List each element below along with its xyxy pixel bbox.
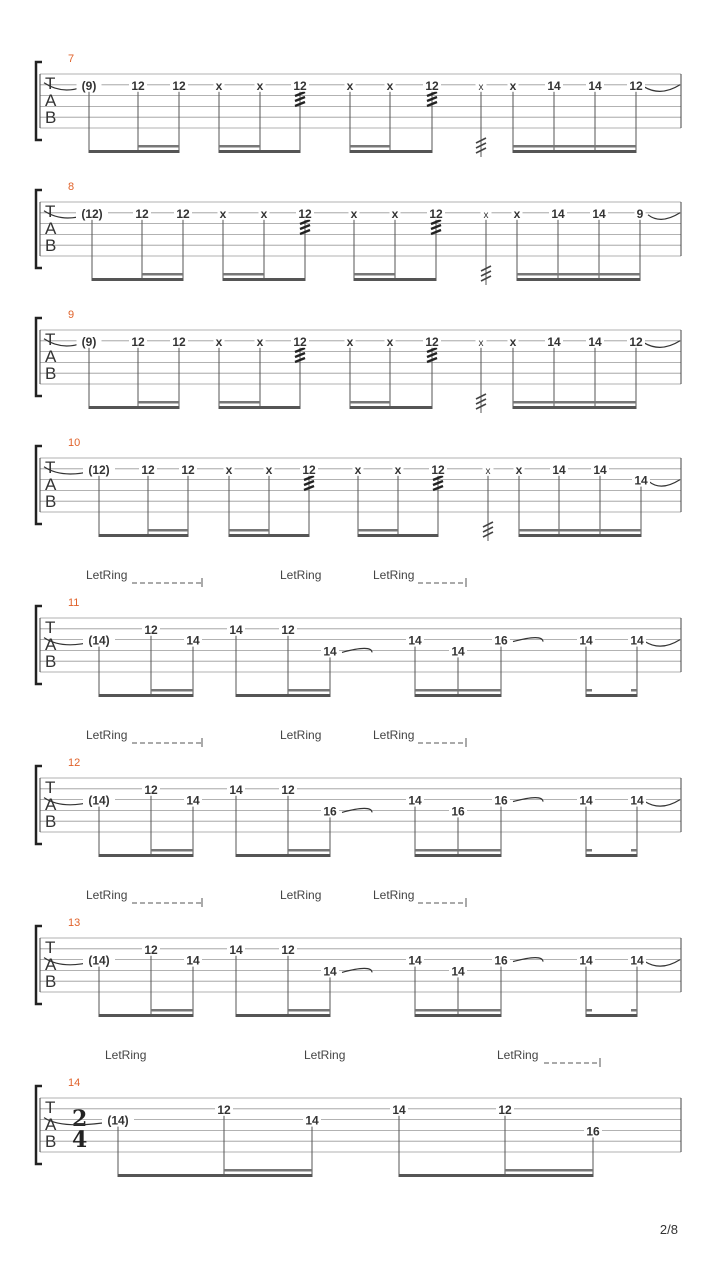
letring-label: LetRing <box>105 1048 147 1062</box>
fret-number: x <box>483 209 489 221</box>
fret-number: x <box>478 81 484 93</box>
fret-number: 12 <box>144 622 158 637</box>
beam-secondary <box>148 529 188 532</box>
beam <box>513 406 636 409</box>
fret-number: x <box>350 206 358 221</box>
fret-number: 14 <box>551 206 565 221</box>
tie-out <box>648 213 680 220</box>
beam <box>354 278 436 281</box>
fret-number: 14 <box>451 644 465 659</box>
fret-number: x <box>386 334 394 349</box>
beam <box>519 534 641 537</box>
fret-number: x <box>215 334 223 349</box>
beam-secondary <box>151 849 193 852</box>
fret-number: 16 <box>494 953 508 968</box>
beam <box>99 854 193 857</box>
letring-label: LetRing <box>86 888 128 902</box>
fret-number: (14) <box>88 793 110 808</box>
beam-secondary <box>229 529 269 532</box>
fret-number: 12 <box>172 78 186 93</box>
fret-number: (14) <box>107 1113 129 1128</box>
tab-clef-letter: B <box>45 812 57 831</box>
fret-number: 12 <box>281 622 295 637</box>
letring-label: LetRing <box>86 728 128 742</box>
beam-secondary <box>151 1009 193 1012</box>
fret-number: 14 <box>547 78 561 93</box>
fret-number: 12 <box>293 78 307 93</box>
measure-number: 11 <box>68 597 80 609</box>
fret-number: x <box>256 78 264 93</box>
tab-clef-letter: B <box>45 108 57 127</box>
beam-stub <box>586 1009 592 1012</box>
tie-out <box>645 640 680 647</box>
fret-number: 12 <box>176 206 190 221</box>
tab-clef-letter: B <box>45 1132 57 1151</box>
letring-label: LetRing <box>86 568 128 582</box>
letring-label: LetRing <box>373 568 415 582</box>
fret-number: 12 <box>141 462 155 477</box>
fret-number: x <box>386 78 394 93</box>
fret-number: 12 <box>429 206 443 221</box>
tab-clef-letter: A <box>45 91 57 110</box>
tab-system <box>36 437 681 541</box>
fret-number: 14 <box>593 462 607 477</box>
beam-secondary <box>288 1009 330 1012</box>
letring-label: LetRing <box>373 728 415 742</box>
fret-number: (9) <box>81 334 97 349</box>
fret-number: 12 <box>431 462 445 477</box>
beam <box>586 1014 637 1017</box>
fret-number: 16 <box>494 793 508 808</box>
fret-number: 12 <box>131 78 145 93</box>
time-signature-bottom: 4 <box>72 1127 88 1153</box>
tie-out <box>644 85 680 92</box>
beam-secondary <box>358 529 398 532</box>
beam <box>236 694 330 697</box>
tab-system <box>36 888 681 1017</box>
tab-clef-letter: B <box>45 364 57 383</box>
tab-clef-letter: T <box>45 458 56 477</box>
tab-clef-letter: A <box>45 955 57 974</box>
fret-number: 14 <box>451 964 465 979</box>
fret-number: 12 <box>281 942 295 957</box>
fret-number: 14 <box>408 633 422 648</box>
fret-number: 14 <box>579 633 593 648</box>
fret-number: 12 <box>425 334 439 349</box>
beam <box>399 1174 593 1177</box>
beam-secondary <box>219 401 260 404</box>
fret-number: 12 <box>302 462 316 477</box>
fret-number: 14 <box>630 633 644 648</box>
tab-clef-letter: T <box>45 202 56 221</box>
fret-number: 14 <box>186 793 200 808</box>
tab-system <box>36 181 681 285</box>
fret-number: 14 <box>323 644 337 659</box>
fret-number: 12 <box>293 334 307 349</box>
beam-secondary <box>219 145 260 148</box>
fret-number: x <box>509 334 517 349</box>
beam-secondary <box>519 529 641 532</box>
tie-out <box>645 960 680 967</box>
fret-number: 12 <box>144 942 158 957</box>
tab-clef-letter: A <box>45 635 57 654</box>
beam <box>99 1014 193 1017</box>
fret-number: (9) <box>81 78 97 93</box>
fret-number: x <box>509 78 517 93</box>
beam-secondary <box>517 273 640 276</box>
beam-stub <box>586 849 592 852</box>
fret-number: x <box>219 206 227 221</box>
tab-system <box>36 728 681 857</box>
tab-clef-letter: A <box>45 347 57 366</box>
beam <box>99 694 193 697</box>
page-number: 2/8 <box>659 1222 678 1237</box>
tab-system <box>36 568 681 697</box>
fret-number: 14 <box>229 782 243 797</box>
beam-stub <box>631 849 637 852</box>
beam-secondary <box>513 401 636 404</box>
measure-number: 13 <box>68 917 81 929</box>
measure-number: 14 <box>68 1077 81 1089</box>
tab-clef-letter: T <box>45 778 56 797</box>
beam-secondary <box>350 145 390 148</box>
fret-number: 12 <box>298 206 312 221</box>
beam <box>586 694 637 697</box>
fret-number: 12 <box>281 782 295 797</box>
fret-number: 12 <box>144 782 158 797</box>
beam <box>118 1174 312 1177</box>
fret-number: 14 <box>547 334 561 349</box>
beam-secondary <box>415 689 501 692</box>
tab-system <box>36 1048 681 1177</box>
tab-clef-letter: T <box>45 1098 56 1117</box>
beam <box>415 1014 501 1017</box>
fret-number: 14 <box>186 633 200 648</box>
beam <box>586 854 637 857</box>
fret-number: 16 <box>451 804 465 819</box>
fret-number: 14 <box>305 1113 319 1128</box>
beam-secondary <box>415 849 501 852</box>
beam <box>517 278 640 281</box>
fret-number: x <box>225 462 233 477</box>
beam-secondary <box>138 145 179 148</box>
tie-out <box>644 341 680 348</box>
letring-label: LetRing <box>280 568 322 582</box>
fret-number: 16 <box>494 633 508 648</box>
beam-secondary <box>142 273 183 276</box>
fret-number: x <box>485 465 491 477</box>
fret-number: 12 <box>498 1102 512 1117</box>
fret-number: x <box>391 206 399 221</box>
fret-number: 14 <box>323 964 337 979</box>
beam <box>229 534 309 537</box>
fret-number: 14 <box>229 622 243 637</box>
fret-number: x <box>478 337 484 349</box>
measure-number: 8 <box>68 181 75 193</box>
fret-number: 14 <box>552 462 566 477</box>
letring-label: LetRing <box>280 728 322 742</box>
tab-clef-letter: T <box>45 938 56 957</box>
fret-number: 12 <box>629 78 643 93</box>
fret-number: x <box>260 206 268 221</box>
tab-clef-letter: T <box>45 330 56 349</box>
beam-secondary <box>288 849 330 852</box>
measure-number: 7 <box>68 53 75 65</box>
beam <box>415 854 501 857</box>
beam-secondary <box>223 273 264 276</box>
fret-number: x <box>256 334 264 349</box>
tab-clef-letter: B <box>45 492 57 511</box>
beam <box>89 406 179 409</box>
fret-number: 14 <box>579 953 593 968</box>
beam-secondary <box>151 689 193 692</box>
tab-clef-letter: B <box>45 972 57 991</box>
beam <box>219 406 300 409</box>
tab-clef-letter: A <box>45 795 57 814</box>
tie-out <box>649 480 680 487</box>
fret-number: (14) <box>88 633 110 648</box>
beam-secondary <box>354 273 395 276</box>
fret-number: x <box>265 462 273 477</box>
fret-number: 14 <box>229 942 243 957</box>
fret-number: 12 <box>629 334 643 349</box>
beam <box>350 406 432 409</box>
tab-system <box>36 309 681 413</box>
fret-number: 16 <box>586 1124 600 1139</box>
fret-number: 12 <box>131 334 145 349</box>
fret-number: x <box>346 334 354 349</box>
beam <box>219 150 300 153</box>
beam-secondary <box>415 1009 501 1012</box>
tie-out <box>645 800 680 807</box>
beam-secondary <box>224 1169 312 1172</box>
fret-number: x <box>215 78 223 93</box>
beam-secondary <box>513 145 636 148</box>
letring-label: LetRing <box>304 1048 346 1062</box>
measure-number: 12 <box>68 757 81 769</box>
fret-number: 12 <box>217 1102 231 1117</box>
fret-number: 14 <box>634 473 648 488</box>
letring-label: LetRing <box>373 888 415 902</box>
fret-number: 14 <box>408 793 422 808</box>
measure-number: 9 <box>68 309 75 321</box>
fret-number: 14 <box>630 953 644 968</box>
fret-number: 14 <box>588 334 602 349</box>
beam-stub <box>631 1009 637 1012</box>
fret-number: 14 <box>392 1102 406 1117</box>
beam-secondary <box>138 401 179 404</box>
fret-number: x <box>515 462 523 477</box>
beam <box>89 150 179 153</box>
beam <box>92 278 183 281</box>
beam-stub <box>631 689 637 692</box>
tab-clef-letter: T <box>45 74 56 93</box>
fret-number: 12 <box>135 206 149 221</box>
fret-number: 9 <box>636 206 644 221</box>
beam <box>350 150 432 153</box>
letring-label: LetRing <box>280 888 322 902</box>
fret-number: (14) <box>88 953 110 968</box>
fret-number: 12 <box>172 334 186 349</box>
beam-stub <box>586 689 592 692</box>
fret-number: (12) <box>81 206 103 221</box>
tab-clef-letter: A <box>45 475 57 494</box>
fret-number: 12 <box>181 462 195 477</box>
beam-secondary <box>505 1169 593 1172</box>
fret-number: x <box>354 462 362 477</box>
fret-number: 14 <box>186 953 200 968</box>
beam <box>513 150 636 153</box>
fret-number: x <box>513 206 521 221</box>
beam <box>415 694 501 697</box>
fret-number: x <box>346 78 354 93</box>
tab-clef-letter: T <box>45 618 56 637</box>
beam <box>236 854 330 857</box>
fret-number: 14 <box>408 953 422 968</box>
beam <box>236 1014 330 1017</box>
tab-clef-letter: B <box>45 236 57 255</box>
tab-system <box>36 53 681 157</box>
beam <box>223 278 305 281</box>
fret-number: 12 <box>425 78 439 93</box>
fret-number: 14 <box>630 793 644 808</box>
fret-number: (12) <box>88 462 110 477</box>
tab-clef-letter: A <box>45 219 57 238</box>
beam-secondary <box>288 689 330 692</box>
fret-number: 14 <box>588 78 602 93</box>
fret-number: 16 <box>323 804 337 819</box>
beam <box>358 534 438 537</box>
beam-secondary <box>350 401 390 404</box>
tab-clef-letter: A <box>45 1115 57 1134</box>
measure-number: 10 <box>68 437 81 449</box>
fret-number: 14 <box>592 206 606 221</box>
tab-clef-letter: B <box>45 652 57 671</box>
fret-number: 14 <box>579 793 593 808</box>
letring-label: LetRing <box>497 1048 539 1062</box>
fret-number: x <box>394 462 402 477</box>
time-signature-top: 2 <box>72 1106 88 1132</box>
beam <box>99 534 188 537</box>
